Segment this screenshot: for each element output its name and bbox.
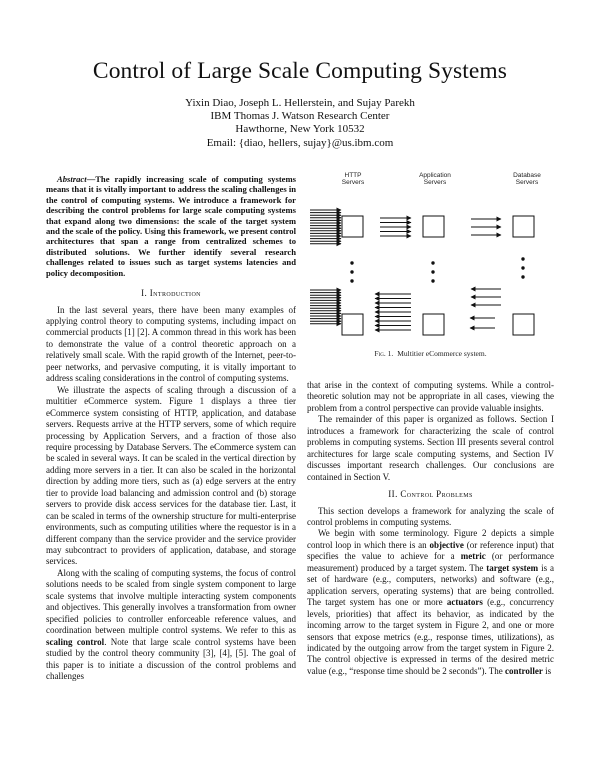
right-column [307, 380, 554, 677]
app-server-box-top [423, 216, 444, 237]
text-run: . Note that large scale control systems have been studied by the control theory community [3], [4], [5]. The goal of this paper is to initiate a discussion of the control problems and challenges [46, 636, 296, 682]
text-run: is a set of hardware (e.g., computers, networks) and software (e.g., application servers, operating systems) that are being controlled. The target system has one or more [307, 562, 554, 608]
paper-title: Control of Large Scale Computing Systems [92, 58, 508, 84]
text-run: (or performance measurement) produced by a target system. The [307, 551, 554, 573]
paragraph: The remainder of this paper is organized as follows. Section I introduces a framework for characterizing the scale of control problems in computing systems. Section III presents several control architectures for large scale computing systems, and Section IV discusses important research challenges. Our conclusions are contained in Section V. [307, 414, 554, 482]
label-line: Database [513, 172, 541, 179]
label-line: HTTP [344, 172, 362, 179]
term-scaling-control: scaling control [46, 636, 105, 647]
figure-diagram [307, 168, 554, 353]
db-server-box-bottom [513, 314, 534, 335]
abstract-text: —The rapidly increasing scale of computing systems means that it is vitally important to address the scaling challenges in the control of computing systems. We introduce a framework for describing the control problems for large scale computing systems that expand along two dimensions: the scale of the target system and the scale of the policy. Using this framework, we present control architectures that span a range from centralized schemes to distributed solutions. We further identify several research challenges related to issues such as target systems latencies and policy decomposition. [46, 174, 296, 278]
caption-number: Fig. 1. [374, 349, 394, 358]
term-controller: controller [505, 665, 543, 676]
http-server-box-top [342, 216, 363, 237]
author-email: Email: {diao, hellers, sujay}@us.ibm.com [206, 136, 394, 149]
paragraph [307, 528, 554, 677]
term-metric: metric [460, 551, 486, 562]
term-objective: objective [429, 539, 464, 550]
term-actuators: actuators [446, 597, 483, 608]
text-run: We begin with some terminology. Figure 2 depicts a simple control loop in which there is an [307, 528, 554, 550]
term-target-system: target system [486, 562, 539, 573]
figure-multitier-system [307, 168, 554, 353]
section-number: II. [388, 489, 398, 500]
label-line: Servers [341, 179, 365, 186]
text-run: is [542, 665, 552, 676]
abstract-label: Abstract [57, 174, 87, 184]
caption-text: Multitier eCommerce system. [397, 349, 487, 358]
paragraph: In the last several years, there have been many examples of applying control theory to computing systems, including impact on commercial products [1] [2]. A common thread in this work has been to demonstrate the value of a control theoretic approach on a relatively small scale. With the rapid growth of the Internet, peer-to-peer networks, and pervasive computing, it is vitally important to address scaling considerations in the control of computing systems. [46, 304, 296, 384]
db-server-box-top [513, 216, 534, 237]
figure-caption [307, 349, 554, 358]
author-names: Yixin Diao, Joseph L. Hellerstein, and Sujay Parekh [185, 97, 415, 109]
label-line: Servers [515, 179, 539, 186]
author-affiliation: IBM Thomas J. Watson Research Center [210, 110, 390, 123]
section-number: I. [141, 288, 148, 299]
section-title: Introduction [149, 288, 201, 299]
section-title: Control Problems [400, 489, 473, 500]
author-block [0, 97, 600, 150]
section-heading-control-problems [307, 489, 554, 500]
text-run: (or reference input) that specifies the value to achieve for a [307, 539, 554, 562]
http-server-box-bottom [342, 314, 363, 335]
text-run: Along with the scaling of computing systems, the focus of control solutions needs to be scaled from single system component to large scale systems that involve multiple interacting system components and objectives. This generally involves a transformation from owner specified policies to controller enforceable reference values, and coordination between multiple control systems. We refer to this as [46, 567, 296, 636]
paragraph: We illustrate the aspects of scaling through a discussion of a multitier eCommerce system. Figure 1 displays a three tier eCommerce system consisting of HTTP, application, and database servers. Requests arrive at the HTTP servers, some of which require processing by Application Servers, and a fraction of those also require processing by Database Servers. The eCommerce system can be scaled in several ways. It can be scaled in the vertical direction by adding more servers in a tier. It can also be scaled in the horizontal direction by adding more tiers, such as (a) edge servers at the entry tier to provide load balancing and admission control and (b) storage servers to provide disk access services for the database tier. Last, it can be scaled in terms of the ownership structure for multi-enterprise environments, such as computing utilities where the requestor is in a different company than the service provider and the service provider may subcontract to providers of application, database, and storage services. [46, 384, 296, 567]
app-server-box-bottom [423, 314, 444, 335]
label-line: Application [419, 172, 451, 179]
left-column [46, 174, 296, 682]
text-run: (e.g., concurrency levels, priorities) that affect its behavior, as indicated by the incoming arrow to the target system in Figure 2, and one or more sensors that expose metrics (e.g., response times, utilizations), as indicated by the outgoing arrow from the target system in Figure 2. The control objective is expressed in terms of the desired metric value (e.g., “response time should be 2 seconds”). The [307, 597, 554, 676]
section-heading-introduction [46, 288, 296, 299]
paragraph: that arise in the context of computing systems. While a control-theoretic solution may not be appropriate in all cases, viewing the problem from a control perspective can provide valuable insights. [307, 380, 554, 413]
label-line: Servers [423, 179, 447, 186]
request-arrows [310, 210, 501, 330]
paragraph: This section develops a framework for analyzing the scale of control problems in computing systems. [307, 505, 554, 527]
abstract [46, 174, 296, 278]
paragraph [46, 568, 296, 683]
ellipsis-dots [350, 257, 524, 282]
author-address: Hawthorne, New York 10532 [235, 123, 365, 136]
